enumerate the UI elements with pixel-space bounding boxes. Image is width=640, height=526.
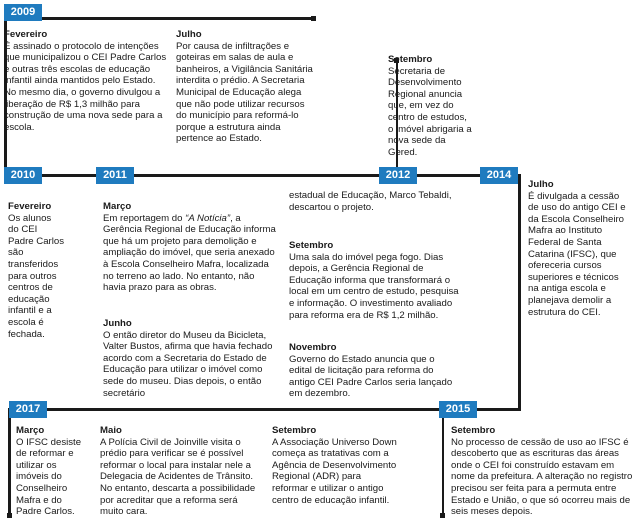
event-month: Setembro: [289, 240, 334, 251]
event-text: Em reportagem do “A Notícia”, a Gerência Regional de Educação informa que há um projeto para demolição e ampliação do imóvel, que seria anexado à Escola Conselheiro Mafra, localizada no terreno ao lado. No entanto, não havia prazo para as obras.: [103, 212, 276, 294]
event-2017-marco: [16, 425, 86, 518]
event-text: Por causa de infiltrações e goteiras em salas de aula e banheiros, a Vigilância Sanitária interdita o prédio. A Secretaria Municipal de Educação alega que não pode utilizar recursos do município para reformá-lo porque a estrutura ainda pertence ao Estado.: [176, 40, 313, 145]
timeline-end-marker-2015: [440, 513, 445, 518]
timeline-line-2015-stem: [442, 408, 444, 516]
event-text: O IFSC desiste de reformar e utilizar os imóveis do Conselheiro Mafra e do Padre Carlos.: [16, 436, 82, 518]
event-text: Uma sala do imóvel pega fogo. Dias depois, a Gerência Regional de Educação informa que transformará o local em um centro de estudo, pesquisa e informação. O investimento avaliado para reforma era de R$ 1,2 milhão.: [289, 251, 459, 321]
newspaper-name: “A Notícia”: [185, 212, 231, 224]
event-month: Setembro: [388, 54, 433, 65]
event-text: Governo do Estado anuncia que o edital de licitação para reforma do antigo CEI Padre Carlos seria lançado em dezembro.: [289, 353, 453, 400]
event-2009-fevereiro: [4, 29, 169, 133]
event-2011-marco: [103, 201, 280, 294]
timeline-end-marker-top: [311, 16, 316, 21]
event-2011-junho: [103, 318, 280, 399]
event-text: A Associação Universo Down começa as tratativas com a Agência de Desenvolvimento Regional (ADR) para reformar e utilizar o antigo centro de educação infantil.: [272, 436, 397, 506]
event-month: Fevereiro: [8, 201, 52, 212]
event-2014-julho: [528, 179, 630, 318]
event-2017-maio: [100, 425, 260, 518]
timeline-line-middle: [4, 174, 520, 177]
year-badge-2015: 2015: [439, 401, 477, 418]
event-2015-setembro: [451, 425, 634, 518]
event-month: Setembro: [272, 425, 317, 436]
timeline-end-marker-bottom: [7, 513, 12, 518]
event-month: Maio: [100, 425, 122, 436]
event-text: Os alunos do CEI Padre Carlos são transferidos para outros centros de educação infantil e a escola é fechada.: [8, 212, 64, 340]
event-2011-junho-continuation: [289, 190, 459, 213]
event-2017-setembro: [272, 425, 398, 506]
event-month: Julho: [176, 29, 202, 40]
year-badge-2017: 2017: [9, 401, 47, 418]
timeline-line-top: [4, 17, 314, 20]
event-month: Fevereiro: [4, 29, 48, 40]
event-2009-julho: [176, 29, 317, 145]
event-text: O então diretor do Museu da Bicicleta, Valter Bustos, afirma que havia fechado acordo com a Secretaria do Estado de Educação para utilizar o imóvel como sede do museu. Dias depois, o então secretário: [103, 329, 273, 399]
year-badge-2012: 2012: [379, 167, 417, 184]
event-month: Novembro: [289, 342, 337, 353]
event-2010-fevereiro: [8, 201, 64, 340]
event-text: A Polícia Civil de Joinville visita o prédio para verificar se é possível reformar o local para instalar nele a Delegacia de Acidentes de Trânsito. No entanto, descarta a possibilidade por acreditar que a reforma será muito cara.: [100, 436, 256, 518]
event-month: Março: [103, 201, 132, 212]
event-month: Março: [16, 425, 45, 436]
timeline-line-left-stem: [8, 408, 11, 516]
event-month: Setembro: [451, 425, 496, 436]
timeline-line-right-drop: [518, 174, 521, 411]
event-text-continued: estadual de Educação, Marco Tebaldi, descartou o projeto.: [289, 190, 452, 213]
event-text: É assinado o protocolo de intenções que municipalizou o CEI Padre Carlos e outras três escolas de educação infantil ainda mantidos pelo Estado. No mesmo dia, o governo divulgou a liberação de R$ 1,3 milhão para construção de uma nova sede para a escola.: [4, 40, 167, 133]
event-text: No processo de cessão de uso ao IFSC é descoberto que as escrituras das áreas onde o CEI foi construído estavam em nome da prefeitura. A alteração no registro precisou ser feita para a permuta entre Estado e União, o que só ocorreu mais de seis meses depois.: [451, 436, 633, 518]
event-month: Junho: [103, 318, 132, 329]
year-badge-2009: 2009: [4, 4, 42, 21]
event-text: Secretaria de Desenvolvimento Regional anuncia que, em vez do centro de estudos, o imóvel abrigaria a nova sede da Gered.: [388, 65, 472, 158]
year-badge-2010: 2010: [4, 167, 42, 184]
event-month: Julho: [528, 179, 554, 190]
event-2011-setembro: [289, 240, 459, 321]
year-badge-2014: 2014: [480, 167, 518, 184]
year-badge-2011: 2011: [96, 167, 134, 184]
event-2011-novembro: [289, 342, 459, 400]
event-text: É divulgada a cessão de uso do antigo CEI e da Escola Conselheiro Mafra ao Instituto Federal de Santa Catarina (IFSC), que ofereceria cursos superiores e técnicos na antiga escola e planejava demolir a estrutura do CEI.: [528, 190, 626, 318]
event-2009-setembro: [388, 54, 472, 158]
